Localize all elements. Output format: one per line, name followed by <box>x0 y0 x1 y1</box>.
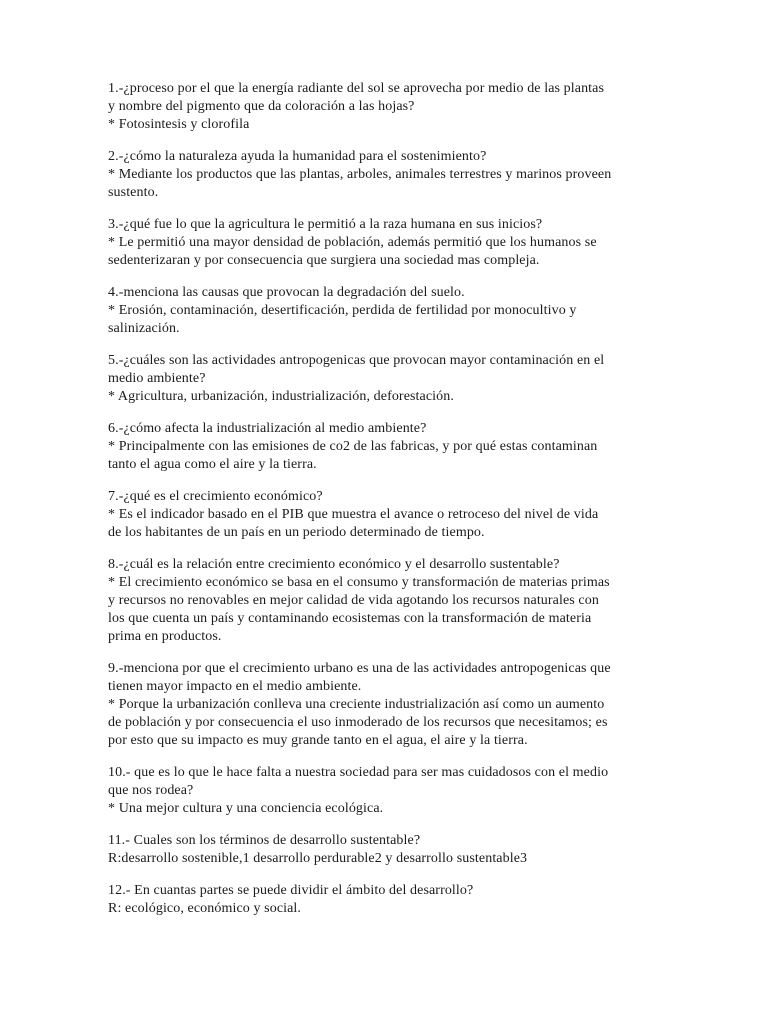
qa-line: * Agricultura, urbanización, industrialización, deforestación. <box>108 389 454 404</box>
qa-line: 4.-menciona las causas que provocan la degradación del suelo. <box>108 285 465 300</box>
qa-block <box>108 216 678 270</box>
qa-line: 11.- Cuales son los términos de desarrollo sustentable? <box>108 833 421 848</box>
qa-line: * Mediante los productos que las plantas, arboles, animales terrestres y marinos proveen <box>108 167 612 182</box>
qa-line: 10.- que es lo que le hace falta a nuestra sociedad para ser mas cuidadosos con el medio <box>108 765 609 780</box>
qa-line: 1.-¿proceso por el que la energía radiante del sol se aprovecha por medio de las plantas <box>108 81 605 96</box>
qa-line: * Es el indicador basado en el PIB que muestra el avance o retroceso del nivel de vida <box>108 507 599 522</box>
qa-line: sedenterizaran y por consecuencia que surgiera una sociedad mas compleja. <box>108 253 540 268</box>
qa-line: 12.- En cuantas partes se puede dividir el ámbito del desarrollo? <box>108 883 474 898</box>
qa-line: * Porque la urbanización conlleva una creciente industrialización así como un aumento <box>108 697 605 712</box>
qa-block <box>108 882 678 918</box>
qa-block <box>108 80 678 134</box>
qa-block <box>108 420 678 474</box>
qa-line: * Erosión, contaminación, desertificación, perdida de fertilidad por monocultivo y <box>108 303 577 318</box>
qa-line: 8.-¿cuál es la relación entre crecimiento económico y el desarrollo sustentable? <box>108 557 560 572</box>
qa-block <box>108 832 678 868</box>
qa-block <box>108 352 678 406</box>
qa-block <box>108 660 678 750</box>
qa-line: medio ambiente? <box>108 371 206 386</box>
qa-line: que nos rodea? <box>108 783 194 798</box>
qa-block <box>108 488 678 542</box>
qa-line: salinización. <box>108 321 180 336</box>
qa-line: * Principalmente con las emisiones de co2 de las fabricas, y por qué estas contaminan <box>108 439 598 454</box>
qa-line: 2.-¿cómo la naturaleza ayuda la humanidad para el sostenimiento? <box>108 149 487 164</box>
qa-line: * El crecimiento económico se basa en el consumo y transformación de materias primas <box>108 575 610 590</box>
qa-line: los que cuenta un país y contaminando ecosistemas con la transformación de materia <box>108 611 592 626</box>
qa-line: R: ecológico, económico y social. <box>108 901 302 916</box>
qa-line: prima en productos. <box>108 629 222 644</box>
qa-line: y recursos no renovables en mejor calidad de vida agotando los recursos naturales con <box>108 593 599 608</box>
qa-line: * Una mejor cultura y una conciencia ecológica. <box>108 801 384 816</box>
qa-line: R:desarrollo sostenible,1 desarrollo perdurable2 y desarrollo sustentable3 <box>108 851 528 866</box>
qa-line: 6.-¿cómo afecta la industrialización al medio ambiente? <box>108 421 427 436</box>
qa-line: * Fotosintesis y clorofila <box>108 117 250 132</box>
qa-block <box>108 556 678 646</box>
qa-block <box>108 284 678 338</box>
qa-line: tienen mayor impacto en el medio ambiente. <box>108 679 362 694</box>
qa-line: 9.-menciona por que el crecimiento urbano es una de las actividades antropogenicas que <box>108 661 611 676</box>
qa-line: * Le permitió una mayor densidad de población, además permitió que los humanos se <box>108 235 597 250</box>
qa-line: 5.-¿cuáles son las actividades antropogenicas que provocan mayor contaminación en el <box>108 353 605 368</box>
qa-line: de población y por consecuencia el uso inmoderado de los recursos que necesitamos; es <box>108 715 608 730</box>
qa-list <box>108 80 678 932</box>
qa-line: tanto el agua como el aire y la tierra. <box>108 457 317 472</box>
qa-line: y nombre del pigmento que da coloración a las hojas? <box>108 99 415 114</box>
qa-line: de los habitantes de un país en un periodo determinado de tiempo. <box>108 525 485 540</box>
qa-line: sustento. <box>108 185 159 200</box>
qa-line: 3.-¿qué fue lo que la agricultura le permitió a la raza humana en sus inicios? <box>108 217 543 232</box>
qa-block <box>108 148 678 202</box>
qa-line: por esto que su impacto es muy grande tanto en el agua, el aire y la tierra. <box>108 733 528 748</box>
qa-block <box>108 764 678 818</box>
qa-line: 7.-¿qué es el crecimiento económico? <box>108 489 323 504</box>
